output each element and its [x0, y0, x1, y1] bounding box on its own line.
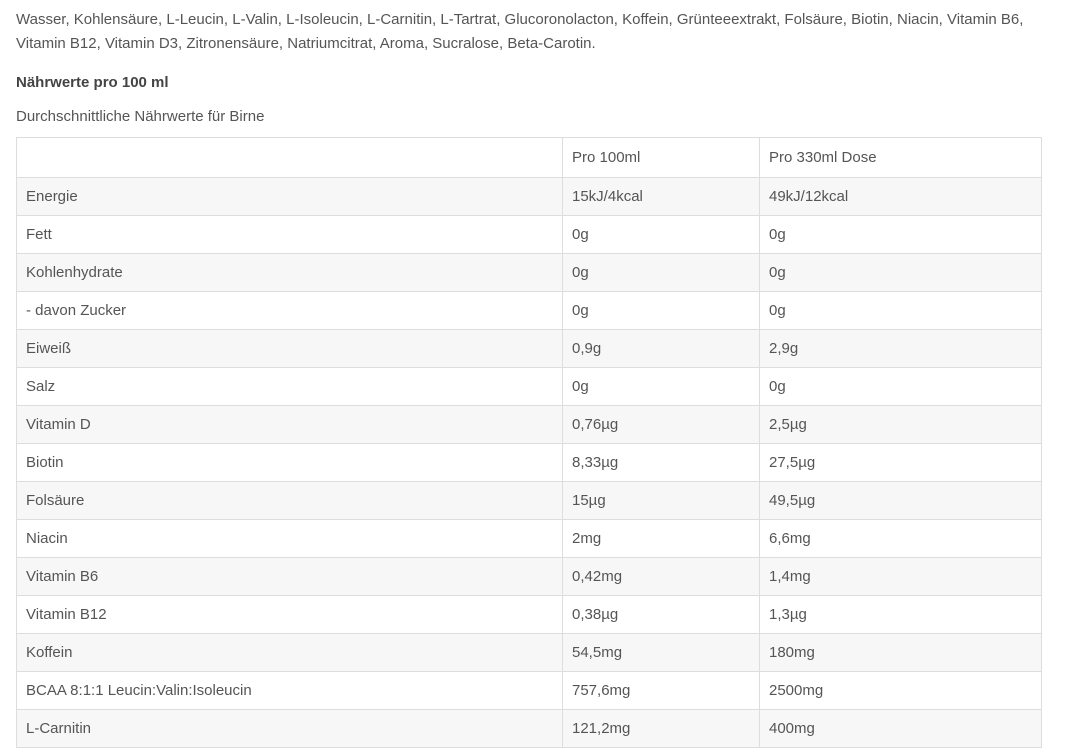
ingredients-text: Wasser, Kohlensäure, L-Leucin, L-Valin, L-Isoleucin, L-Carnitin, L-Tartrat, Glucoronolacton, Koffein, Grünteeextrakt, Folsäure, Biotin, Niacin, Vitamin B6, Vitamin B12, Vitamin D3, Zitronensäure, Natriumcitrat, Aroma, Sucralose, Beta-Carotin. [16, 11, 1024, 52]
table-row [17, 710, 1042, 748]
per-330ml-value-cell: 0g [760, 254, 1042, 292]
nutrient-label-cell: Energie [17, 178, 563, 216]
header-cell-nutrient [17, 138, 563, 178]
per-100ml-value-cell: 0,76µg [563, 406, 760, 444]
table-row [17, 444, 1042, 482]
per-330ml-value-cell: 2,9g [760, 330, 1042, 368]
per-100ml-value-cell: 15kJ/4kcal [563, 178, 760, 216]
per-100ml-value-cell: 54,5mg [563, 634, 760, 672]
nutrient-label-cell: Vitamin B12 [17, 596, 563, 634]
per-100ml-value-cell: 757,6mg [563, 672, 760, 710]
nutrient-label-cell: Vitamin D [17, 406, 563, 444]
nutrition-table-body [17, 178, 1042, 748]
nutrient-label-cell: L-Carnitin [17, 710, 563, 748]
table-row [17, 292, 1042, 330]
table-row [17, 406, 1042, 444]
per-100ml-value-cell: 0g [563, 254, 760, 292]
nutrient-label-cell: Vitamin B6 [17, 558, 563, 596]
nutrition-table [16, 137, 1042, 748]
per-330ml-value-cell: 6,6mg [760, 520, 1042, 558]
table-row [17, 482, 1042, 520]
per-330ml-value-cell: 1,4mg [760, 558, 1042, 596]
per-100ml-value-cell: 0g [563, 368, 760, 406]
per-100ml-value-cell: 2mg [563, 520, 760, 558]
per-100ml-value-cell: 15µg [563, 482, 760, 520]
per-100ml-value-cell: 8,33µg [563, 444, 760, 482]
per-100ml-value-cell: 0,42mg [563, 558, 760, 596]
per-330ml-value-cell: 27,5µg [760, 444, 1042, 482]
per-330ml-value-cell: 180mg [760, 634, 1042, 672]
per-330ml-value-cell: 0g [760, 216, 1042, 254]
per-100ml-value-cell: 0,38µg [563, 596, 760, 634]
per-330ml-value-cell: 1,3µg [760, 596, 1042, 634]
nutrient-label-cell: Koffein [17, 634, 563, 672]
per-100ml-value-cell: 121,2mg [563, 710, 760, 748]
per-100ml-value-cell: 0g [563, 216, 760, 254]
nutrition-subheading: Durchschnittliche Nährwerte für Birne [16, 108, 265, 125]
table-row [17, 558, 1042, 596]
per-330ml-value-cell: 2500mg [760, 672, 1042, 710]
table-row [17, 672, 1042, 710]
header-cell-per-330ml: Pro 330ml Dose [760, 138, 1042, 178]
nutrient-label-cell: Folsäure [17, 482, 563, 520]
header-row [17, 138, 1042, 178]
nutrient-label-cell: Kohlenhydrate [17, 254, 563, 292]
nutrient-label-cell: Salz [17, 368, 563, 406]
table-row [17, 178, 1042, 216]
per-330ml-value-cell: 49,5µg [760, 482, 1042, 520]
nutrition-heading: Nährwerte pro 100 ml [16, 74, 169, 91]
table-row [17, 596, 1042, 634]
per-330ml-value-cell: 2,5µg [760, 406, 1042, 444]
nutrient-label-cell: Niacin [17, 520, 563, 558]
per-100ml-value-cell: 0g [563, 292, 760, 330]
table-row [17, 330, 1042, 368]
table-row [17, 368, 1042, 406]
nutrient-label-cell: BCAA 8:1:1 Leucin:Valin:Isoleucin [17, 672, 563, 710]
nutrient-label-cell: - davon Zucker [17, 292, 563, 330]
table-row [17, 254, 1042, 292]
nutrient-label-cell: Fett [17, 216, 563, 254]
per-330ml-value-cell: 49kJ/12kcal [760, 178, 1042, 216]
per-330ml-value-cell: 0g [760, 292, 1042, 330]
per-330ml-value-cell: 400mg [760, 710, 1042, 748]
table-row [17, 520, 1042, 558]
header-cell-per-100ml: Pro 100ml [563, 138, 760, 178]
table-row [17, 634, 1042, 672]
nutrient-label-cell: Eiweiß [17, 330, 563, 368]
per-100ml-value-cell: 0,9g [563, 330, 760, 368]
nutrition-table-header [17, 138, 1042, 178]
nutrient-label-cell: Biotin [17, 444, 563, 482]
per-330ml-value-cell: 0g [760, 368, 1042, 406]
table-row [17, 216, 1042, 254]
